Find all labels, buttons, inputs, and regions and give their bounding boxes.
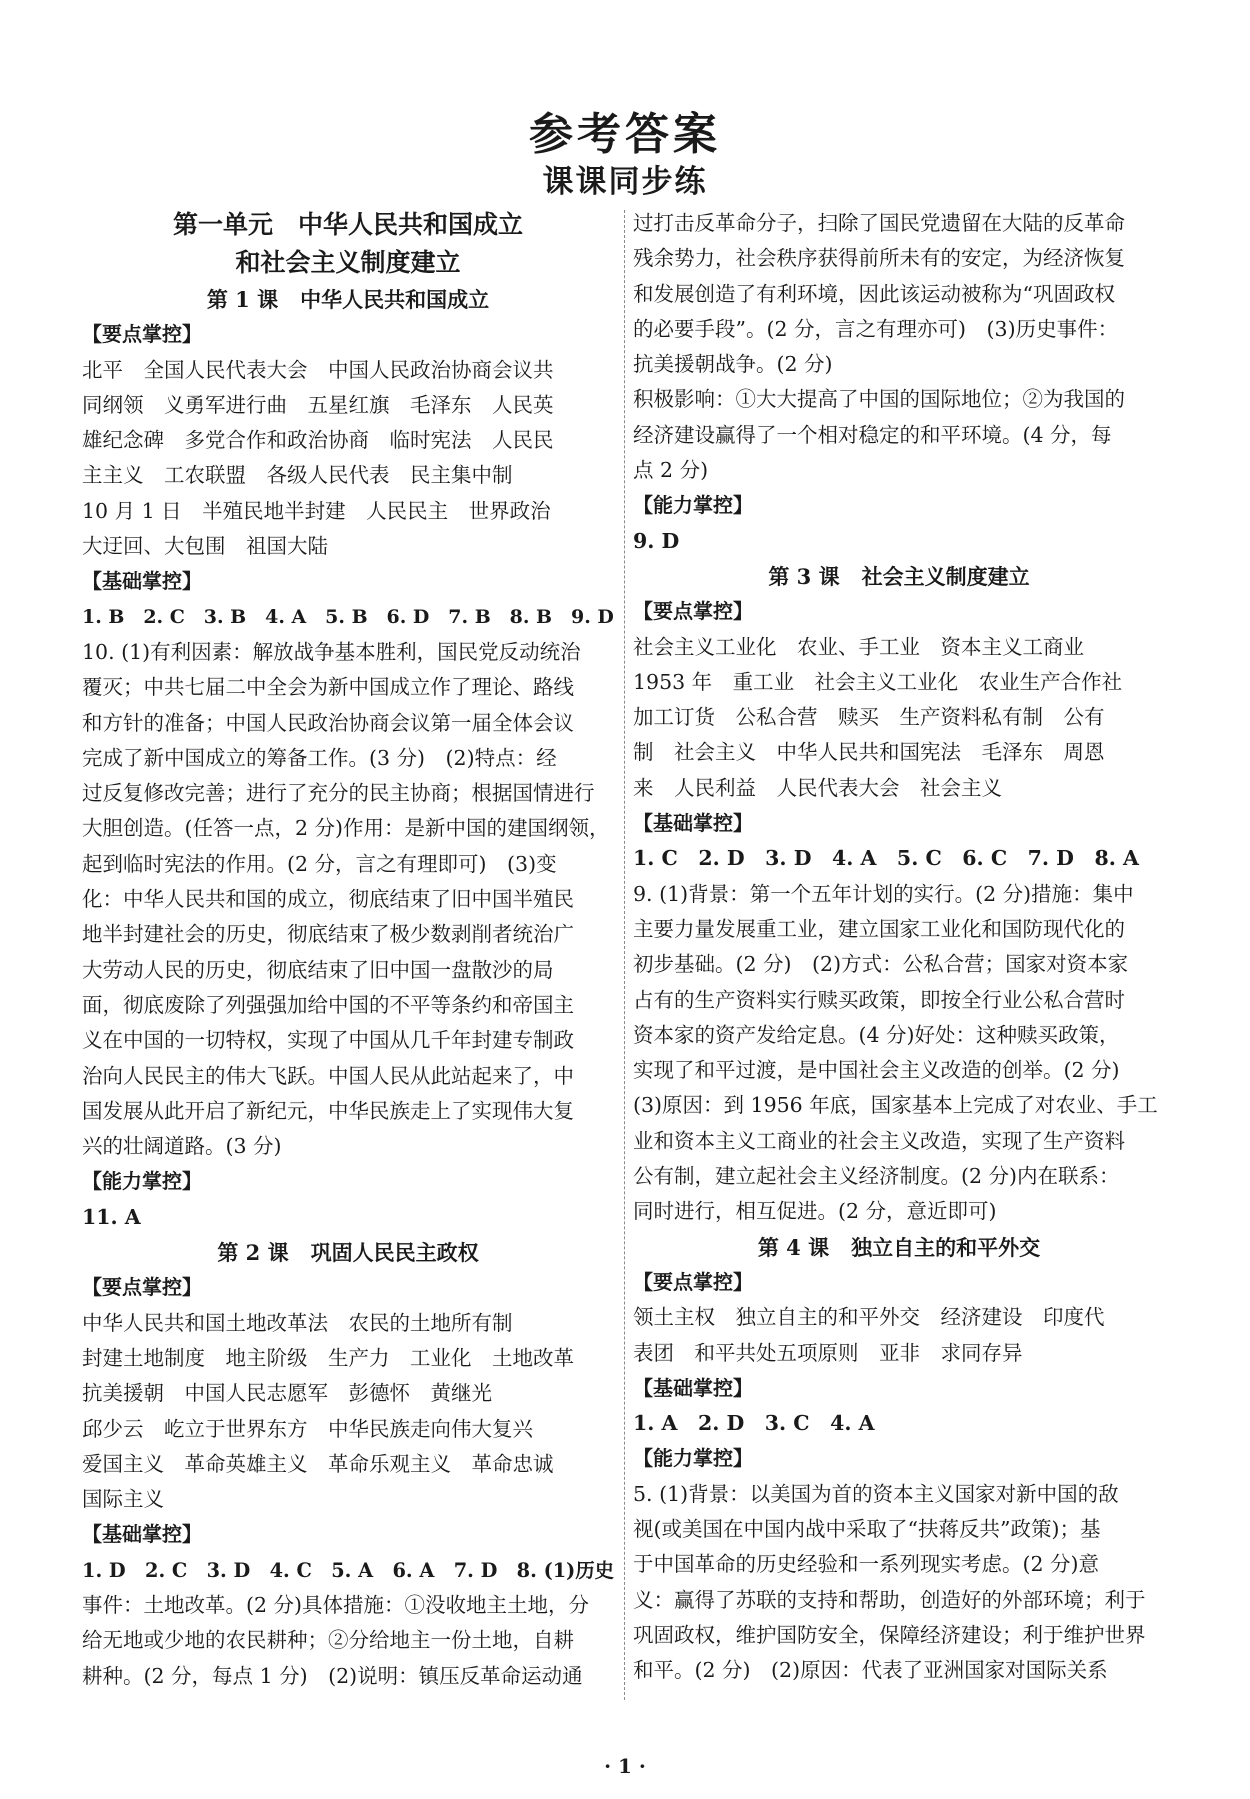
lesson-number: 第 1 课 <box>206 287 279 312</box>
answer-line: 抗美援朝战争。(2 分) <box>633 352 833 377</box>
answer-line: 过打击反革命分子，扫除了国民党遗留在大陆的反革命 <box>633 211 1125 235</box>
answer-line: 领土主权 独立自主的和平外交 经济建设 印度代 <box>633 1305 1105 1330</box>
section-heading: 【要点掌控】 <box>633 1269 753 1294</box>
section-heading: 【基础掌控】 <box>633 1375 753 1400</box>
answer-line: 于中国革命的历史经验和一系列现实考虑。(2 分)意 <box>633 1552 1100 1577</box>
answer-line: 视(或美国在中国内战中采取了“扶蒋反共”政策)；基 <box>633 1516 1101 1541</box>
answer-line: 制 社会主义 中华人民共和国宪法 毛泽东 周恩 <box>633 740 1105 765</box>
answer-line: 和方针的准备；中国人民政治协商会议第一届全体会议 <box>82 710 574 735</box>
lesson-name: 中华人民共和国成立 <box>300 287 490 312</box>
answer-line: (3)原因：到 1956 年底，国家基本上完成了对农业、手工 <box>633 1093 1158 1118</box>
answer-line: 1. D 2. C 3. D 4. C 5. A 6. A 7. D 8. (1)历史 <box>82 1558 614 1582</box>
answer-line: 9. (1)背景：第一个五年计划的实行。(2 分)措施：集中 <box>633 881 1134 906</box>
lesson-4-heading <box>633 1230 1165 1265</box>
answer-line: 地半封建社会的历史，彻底结束了极少数剥削者统治广 <box>82 922 574 947</box>
answer-line: 社会主义工业化 农业、手工业 资本主义工商业 <box>633 634 1084 659</box>
answer-line: 爱国主义 革命英雄主义 革命乐观主义 革命忠诚 <box>82 1451 554 1476</box>
answer-line: 大迂回、大包围 祖国大陆 <box>82 534 328 559</box>
answer-line: 主主义 工农联盟 各级人民代表 民主集中制 <box>82 463 513 488</box>
answer-line: 起到临时宪法的作用。(2 分，言之有理即可) (3)变 <box>82 851 557 876</box>
answer-line: 封建土地制度 地主阶级 生产力 工业化 土地改革 <box>82 1345 574 1370</box>
answer-line: 同纲领 义勇军进行曲 五星红旗 毛泽东 人民英 <box>82 392 554 417</box>
answer-line: 10 月 1 日 半殖民地半封建 人民民主 世界政治 <box>82 498 551 523</box>
answer-line: 的必要手段”。(2 分，言之有理亦可) (3)历史事件： <box>633 316 1119 341</box>
answer-line: 表团 和平共处五项原则 亚非 求同存异 <box>633 1340 1023 1365</box>
answer-line: 1. B 2. C 3. B 4. A 5. B 6. D 7. B 8. B 9. D <box>82 605 614 628</box>
answer-line: 给无地或少地的农民耕种；②分给地主一份土地，自耕 <box>82 1628 574 1653</box>
answer-line: 义在中国的一切特权，实现了中国从几千年封建专制政 <box>82 1028 574 1053</box>
answer-line: 公有制，建立起社会主义经济制度。(2 分)内在联系： <box>633 1164 1120 1189</box>
answer-line: 残余势力，社会秩序获得前所未有的安定，为经济恢复 <box>633 246 1125 271</box>
answer-line: 雄纪念碑 多党合作和政治协商 临时宪法 人民民 <box>82 428 554 453</box>
answer-line: 1. A 2. D 3. C 4. A <box>633 1411 875 1436</box>
lesson-number: 第 2 课 <box>217 1240 289 1266</box>
answer-line: 和平。(2 分) (2)原因：代表了亚洲国家对国际关系 <box>633 1658 1108 1683</box>
answer-line: 积极影响：①大大提高了中国的国际地位；②为我国的 <box>633 387 1125 412</box>
answer-line: 巩固政权，维护国防安全，保障经济建设；利于维护世界 <box>633 1622 1146 1647</box>
answer-line: 10. (1)有利因素：解放战争基本胜利，国民党反动统治 <box>82 639 581 664</box>
answer-line: 占有的生产资料实行赎买政策，即按全行业公私合营时 <box>633 987 1125 1012</box>
answer-line: 1. C 2. D 3. D 4. A 5. C 6. C 7. D 8. A <box>633 846 1139 871</box>
lesson-number: 第 4 课 <box>757 1234 830 1260</box>
answer-line: 抗美援朝 中国人民志愿军 彭德怀 黄继光 <box>82 1381 492 1406</box>
answer-line: 主要力量发展重工业，建立国家工业化和国防现代化的 <box>633 916 1125 941</box>
answer-line: 大胆创造。(任答一点，2 分)作用：是新中国的建国纲领， <box>82 816 610 841</box>
lesson-number: 第 3 课 <box>768 563 840 589</box>
section-heading: 【基础掌控】 <box>633 811 753 836</box>
page-title: 参考答案 <box>529 109 721 160</box>
answer-line: 治向人民民主的伟大飞跃。中国人民从此站起来了，中 <box>82 1063 574 1088</box>
answer-line: 覆灭；中共七届二中全会为新中国成立作了理论、路线 <box>82 675 574 700</box>
answer-line: 化：中华人民共和国的成立，彻底结束了旧中国半殖民 <box>82 887 574 912</box>
answer-line: 来 人民利益 人民代表大会 社会主义 <box>633 775 1002 800</box>
answer-line: 完成了新中国成立的筹备工作。(3 分) (2)特点：经 <box>82 745 557 770</box>
lesson-1-heading <box>82 282 614 317</box>
answer-line: 耕种。(2 分，每点 1 分) (2)说明：镇压反革命运动通 <box>82 1663 583 1688</box>
answer-line: 大劳动人民的历史，彻底结束了旧中国一盘散沙的局 <box>82 957 554 982</box>
answer-line: 初步基础。(2 分) (2)方式：公私合营；国家对资本家 <box>633 952 1129 977</box>
answer-line: 经济建设赢得了一个相对稳定的和平环境。(4 分，每 <box>633 422 1112 447</box>
answer-line: 点 2 分) <box>633 458 709 483</box>
answer-line: 5. (1)背景：以美国为首的资本主义国家对新中国的敌 <box>633 1481 1119 1506</box>
section-heading: 【要点掌控】 <box>82 1275 202 1300</box>
answer-line: 邱少云 屹立于世界东方 中华民族走向伟大复兴 <box>82 1416 533 1441</box>
answer-line: 资本家的资产发给定息。(4 分)好处：这种赎买政策， <box>633 1022 1120 1047</box>
answer-line: 中华人民共和国土地改革法 农民的土地所有制 <box>82 1310 513 1335</box>
answer-line: 义：赢得了苏联的支持和帮助，创造好的外部环境；利于 <box>633 1587 1146 1612</box>
section-heading: 【能力掌控】 <box>633 493 753 518</box>
unit-title-line-1: 第一单元 中华人民共和国成立 <box>172 210 523 239</box>
section-heading: 【能力掌控】 <box>633 1446 753 1471</box>
answer-line: 北平 全国人民代表大会 中国人民政治协商会议共 <box>82 357 554 382</box>
lesson-name: 巩固人民民主政权 <box>310 1240 479 1266</box>
lesson-name: 独立自主的和平外交 <box>851 1234 1041 1260</box>
page-number: · 1 · <box>604 1754 646 1778</box>
unit-title-line-2: 和社会主义制度建立 <box>235 248 461 277</box>
answer-line: 加工订货 公私合营 赎买 生产资料私有制 公有 <box>633 705 1105 730</box>
answer-line: 事件：土地改革。(2 分)具体措施：①没收地主土地，分 <box>82 1592 590 1617</box>
answer-line: 过反复修改完善；进行了充分的民主协商；根据国情进行 <box>82 781 595 806</box>
section-heading: 【要点掌控】 <box>633 599 753 624</box>
answer-line: 兴的壮阔道路。(3 分) <box>82 1134 282 1159</box>
answer-line: 国际主义 <box>82 1487 164 1512</box>
answer-line: 实现了和平过渡，是中国社会主义改造的创举。(2 分) <box>633 1058 1120 1083</box>
answer-line: 业和资本主义工商业的社会主义改造，实现了生产资料 <box>633 1128 1125 1153</box>
answer-line: 面，彻底废除了列强强加给中国的不平等条约和帝国主 <box>82 992 574 1017</box>
section-heading: 【基础掌控】 <box>82 569 202 594</box>
answer-line: 和发展创造了有利环境，因此该运动被称为“巩固政权 <box>633 281 1115 306</box>
page-subtitle: 课课同步练 <box>542 164 708 200</box>
left-column <box>82 206 614 1694</box>
lesson-2-heading <box>82 1235 614 1270</box>
right-column <box>633 206 1165 1688</box>
answer-line: 国发展从此开启了新纪元，中华民族走上了实现伟大复 <box>82 1098 574 1123</box>
answer-line: 11. A <box>82 1204 141 1229</box>
answer-line: 1953 年 重工业 社会主义工业化 农业生产合作社 <box>633 669 1123 694</box>
lesson-name: 社会主义制度建立 <box>861 563 1030 589</box>
lesson-3-heading <box>633 559 1165 594</box>
column-divider <box>624 210 625 1700</box>
answer-line: 同时进行，相互促进。(2 分，意近即可) <box>633 1199 997 1224</box>
section-heading: 【要点掌控】 <box>82 322 202 347</box>
section-heading: 【能力掌控】 <box>82 1169 202 1194</box>
answer-line: 9. D <box>633 528 680 553</box>
section-heading: 【基础掌控】 <box>82 1522 202 1547</box>
